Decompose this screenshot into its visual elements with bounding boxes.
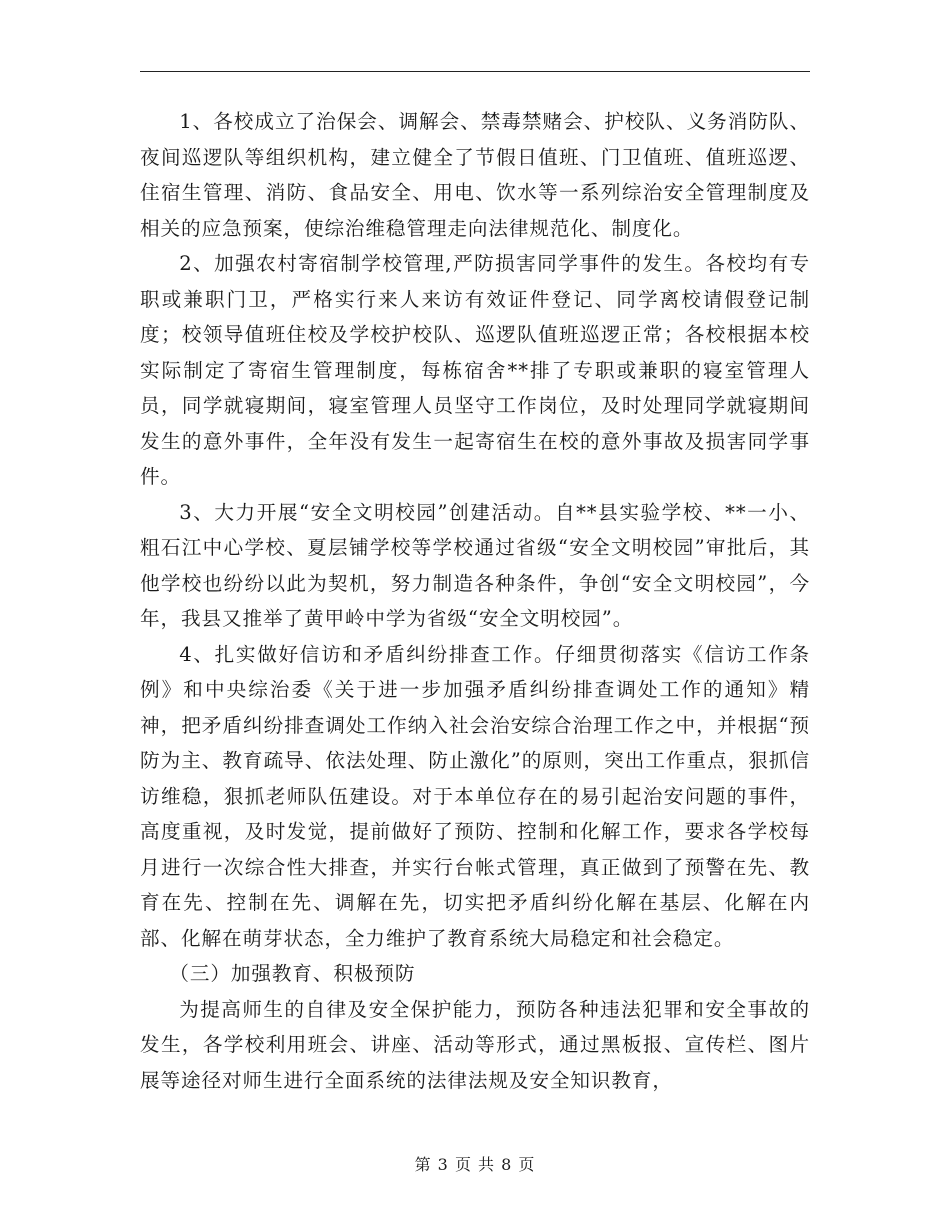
document-body bbox=[140, 104, 810, 1098]
header-rule bbox=[140, 71, 810, 72]
paragraph-4: 4、扎实做好信访和矛盾纠纷排查工作。仔细贯彻落实《信访工作条例》和中央综治委《关于进一步加强矛盾纠纷排查调处工作的通知》精神，把矛盾纠纷排查调处工作纳入社会治安综合治理工作之中，并根据“预防为主、教育疏导、依法处理、防止激化”的原则，突出工作重点，狠抓信访维稳，狠抓老师队伍建设。对于本单位存在的易引起治安问题的事件，高度重视，及时发觉，提前做好了预防、控制和化解工作，要求各学校每月进行一次综合性大排查，并实行台帐式管理，真正做到了预警在先、教育在先、控制在先、调解在先，切实把矛盾纠纷化解在基层、化解在内部、化解在萌芽状态，全力维护了教育系统大局稳定和社会稳定。 bbox=[140, 642, 810, 950]
paragraph-3: 3、大力开展“安全文明校园”创建活动。自**县实验学校、**一小、粗石江中心学校、夏层铺学校等学校通过省级“安全文明校园”审批后，其他学校也纷纷以此为契机，努力制造各种条件，争创“安全文明校园”，今年，我县又推举了黄甲岭中学为省级“安全文明校园”。 bbox=[140, 500, 810, 630]
page-number-footer: 第 3 页 共 8 页 bbox=[414, 1155, 536, 1174]
paragraph-2: 2、加强农村寄宿制学校管理,严防损害同学事件的发生。各校均有专职或兼职门卫，严格实行来人来访有效证件登记、同学离校请假登记制度；校领导值班住校及学校护校队、巡逻队值班巡逻正常；各校根据本校实际制定了寄宿生管理制度，每栋宿舍**排了专职或兼职的寝室管理人员，同学就寝期间，寝室管理人员坚守工作岗位，及时处理同学就寝期间发生的意外事件，全年没有发生一起寄宿生在校的意外事故及损害同学事件。 bbox=[140, 252, 810, 488]
paragraph-1: 1、各校成立了治保会、调解会、禁毒禁赌会、护校队、义务消防队、夜间巡逻队等组织机构，建立健全了节假日值班、门卫值班、值班巡逻、住宿生管理、消防、食品安全、用电、饮水等一系列综治安全管理制度及相关的应急预案，使综治维稳管理走向法律规范化、制度化。 bbox=[140, 110, 810, 240]
section-heading: （三）加强教育、积极预防 bbox=[169, 962, 416, 985]
paragraph-5: 为提高师生的自律及安全保护能力，预防各种违法犯罪和安全事故的发生，各学校利用班会、讲座、活动等形式，通过黑板报、宣传栏、图片展等途径对师生进行全面系统的法律法规及安全知识教育， bbox=[140, 997, 810, 1092]
